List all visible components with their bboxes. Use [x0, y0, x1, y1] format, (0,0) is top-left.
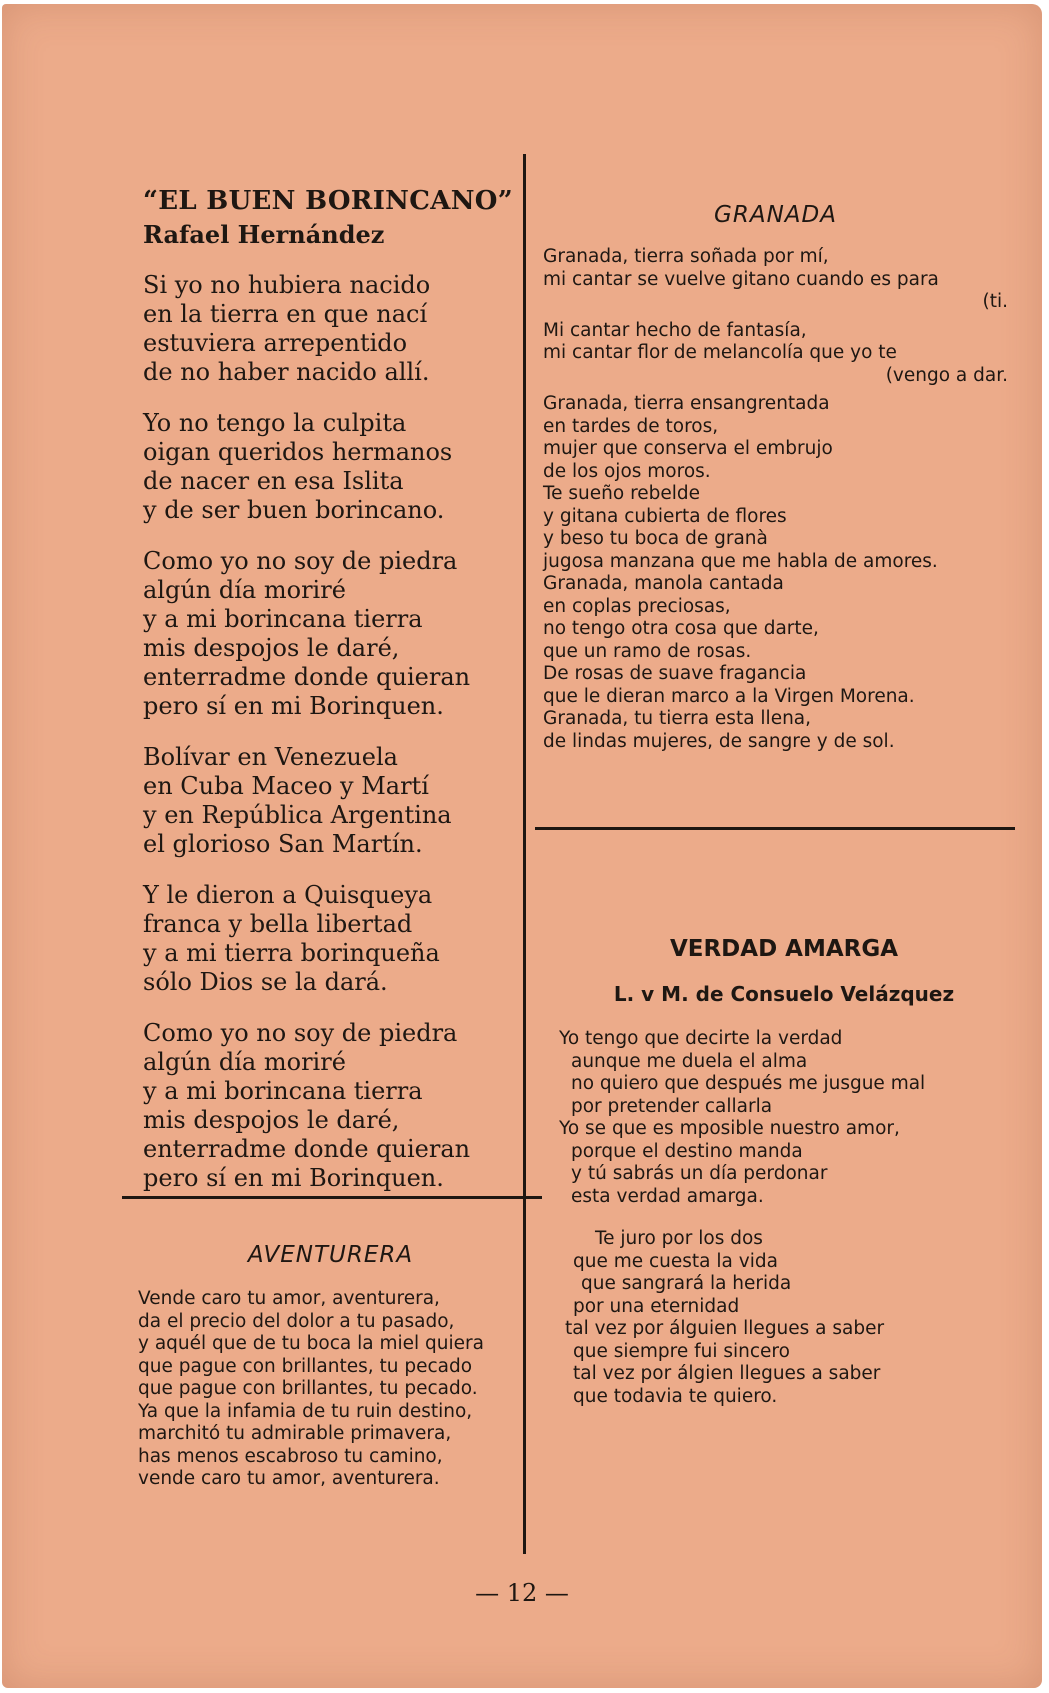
verse-line: en coplas preciosas,	[543, 595, 731, 617]
buen-borincano-poem	[143, 186, 518, 1193]
right-section-divider	[535, 827, 1015, 830]
verdad-amarga-poem	[559, 936, 1014, 1408]
verse-line: esta verdad amarga.	[571, 1185, 764, 1207]
poem-title: AVENTURERA	[247, 1242, 414, 1268]
stanza-2	[559, 1228, 1014, 1408]
verse-line: Te juro por los dos	[595, 1228, 763, 1249]
left-section-divider	[122, 1196, 542, 1199]
verse-line: Bolívar en Venezuela	[143, 743, 398, 771]
verse-line: por pretender callarla	[571, 1095, 773, 1117]
column-divider	[523, 154, 526, 1554]
verse-line: porque el destino manda	[571, 1140, 803, 1162]
verse-line: Granada, manola cantada	[543, 573, 784, 594]
page-sheet	[2, 4, 1042, 1688]
granada-poem	[543, 202, 1008, 753]
verse-line: y tú sabrás un día perdonar	[571, 1163, 828, 1184]
verse-line: Como yo no soy de piedra	[143, 547, 458, 575]
verse-line: jugosa manzana que me habla de amores.	[543, 550, 938, 572]
verse-line: en la tierra en que nací	[143, 300, 428, 328]
verse-line: enterradme donde quieran	[143, 1135, 471, 1163]
verse-line: en tardes de toros,	[543, 415, 719, 437]
poem-title: VERDAD AMARGA	[669, 936, 899, 962]
verse-line: algún día moriré	[143, 1048, 346, 1076]
verse-line: que pague con brillantes, tu pecado	[138, 1355, 473, 1377]
verse-line: Granada, tierra ensangrentada	[543, 393, 830, 414]
verse-line: estuviera arrepentido	[143, 329, 408, 357]
verse-line: Granada, tierra soñada por mí,	[543, 246, 829, 267]
stanza-1	[143, 271, 518, 387]
poem-title: “EL BUEN BORINCANO”	[143, 186, 513, 216]
verse-line: tal vez por álguien llegues a saber	[565, 1318, 885, 1339]
poem-body	[138, 1288, 523, 1491]
verse-line: el glorioso San Martín.	[143, 830, 423, 858]
verse-line: Te sueño rebelde	[543, 483, 701, 504]
verse-line: pero sí en mi Borinquen.	[143, 1164, 444, 1192]
verse-line: mi cantar se vuelve gitano cuando es para	[543, 268, 939, 290]
verse-line: Granada, tu tierra esta llena,	[543, 708, 812, 729]
verse-line: y beso tu boca de granà	[543, 528, 768, 549]
verse-line: que sangrará la herida	[581, 1273, 792, 1294]
verse-line: Yo no tengo la culpita	[143, 409, 407, 437]
verse-line: enterradme donde quieran	[143, 663, 471, 691]
verse-line: que todavia te quiero.	[573, 1385, 778, 1407]
verse-line: mis despojos le daré,	[143, 634, 400, 662]
verse-line: de nacer en esa Islita	[143, 467, 404, 495]
verse-line: Y le dieron a Quisqueya	[143, 881, 433, 909]
verse-line: Yo tengo que decirte la verdad	[559, 1028, 843, 1049]
verse-line: Si yo no hubiera nacido	[143, 271, 431, 299]
verse-line: marchitó tu admirable primavera,	[138, 1423, 452, 1444]
verse-line: y en República Argentina	[143, 801, 452, 829]
verse-line: has menos escabroso tu camino,	[138, 1445, 443, 1467]
verse-line: oigan queridos hermanos	[143, 438, 453, 466]
stanza-6	[143, 1019, 518, 1193]
verse-line: sólo Dios se la dará.	[143, 968, 388, 996]
verse-line: y a mi borincana tierra	[143, 1077, 423, 1105]
verse-line: y aquél que de tu boca la miel quiera	[138, 1333, 484, 1354]
verse-line-continuation: (ti.	[982, 291, 1008, 312]
verse-line: y gitana cubierta de flores	[543, 505, 787, 527]
verse-line: mujer que conserva el embrujo	[543, 438, 833, 459]
verse-line: Como yo no soy de piedra	[143, 1019, 458, 1047]
verse-line: de lindas mujeres, de sangre y de sol.	[543, 730, 895, 752]
verse-line: y de ser buen borincano.	[143, 496, 445, 524]
page-number: — 12 —	[475, 1579, 569, 1607]
stanza-3	[143, 547, 518, 721]
verse-line: que me cuesta la vida	[573, 1250, 778, 1272]
stanza-1	[559, 1028, 1014, 1208]
verse-line: no quiero que después me jusgue mal	[571, 1073, 926, 1094]
poem-body	[543, 246, 1008, 753]
verse-line: da el precio del dolor a tu pasado,	[138, 1310, 455, 1332]
verse-line: que siempre fui sincero	[573, 1340, 790, 1362]
aventurera-poem	[138, 1242, 523, 1491]
verse-line: por una eternidad	[573, 1295, 740, 1317]
verse-line: Vende caro tu amor, aventurera,	[138, 1288, 440, 1309]
verse-line: Ya que la infamia de tu ruin destino,	[138, 1400, 473, 1422]
poem-title: GRANADA	[714, 202, 837, 228]
verse-line: que le dieran marco a la Virgen Morena.	[543, 685, 915, 707]
verse-line: de no haber nacido allí.	[143, 358, 430, 386]
stanza-5	[143, 881, 518, 997]
poem-credit: L. v M. de Consuelo Velázquez	[613, 982, 955, 1006]
verse-line: y a mi tierra borinqueña	[143, 939, 440, 967]
verse-line: franca y bella libertad	[143, 910, 413, 938]
verse-line: aunque me duela el alma	[571, 1050, 808, 1072]
stanza-4	[143, 743, 518, 859]
verse-line: algún día moriré	[143, 576, 346, 604]
verse-line: Mi cantar hecho de fantasía,	[543, 319, 807, 341]
verse-line: Yo se que es mposible nuestro amor,	[559, 1118, 900, 1139]
verse-line: De rosas de suave fragancia	[543, 663, 807, 684]
poem-author: Rafael Hernández	[143, 220, 385, 249]
verse-line: que pague con brillantes, tu pecado.	[138, 1378, 478, 1399]
verse-line: en Cuba Maceo y Martí	[143, 772, 429, 800]
verse-line: y a mi borincana tierra	[143, 605, 423, 633]
verse-line: que un ramo de rosas.	[543, 640, 752, 662]
verse-line: de los ojos moros.	[543, 460, 711, 482]
verse-line: pero sí en mi Borinquen.	[143, 692, 444, 720]
verse-line: tal vez por álgien llegues a saber	[573, 1363, 881, 1384]
verse-line-continuation: (vengo a dar.	[885, 364, 1008, 386]
verse-line: mis despojos le daré,	[143, 1106, 400, 1134]
verse-line: no tengo otra cosa que darte,	[543, 618, 819, 639]
verse-line: vende caro tu amor, aventurera.	[138, 1468, 440, 1489]
stanza-2	[143, 409, 518, 525]
verse-line: mi cantar flor de melancolía que yo te	[543, 342, 897, 363]
